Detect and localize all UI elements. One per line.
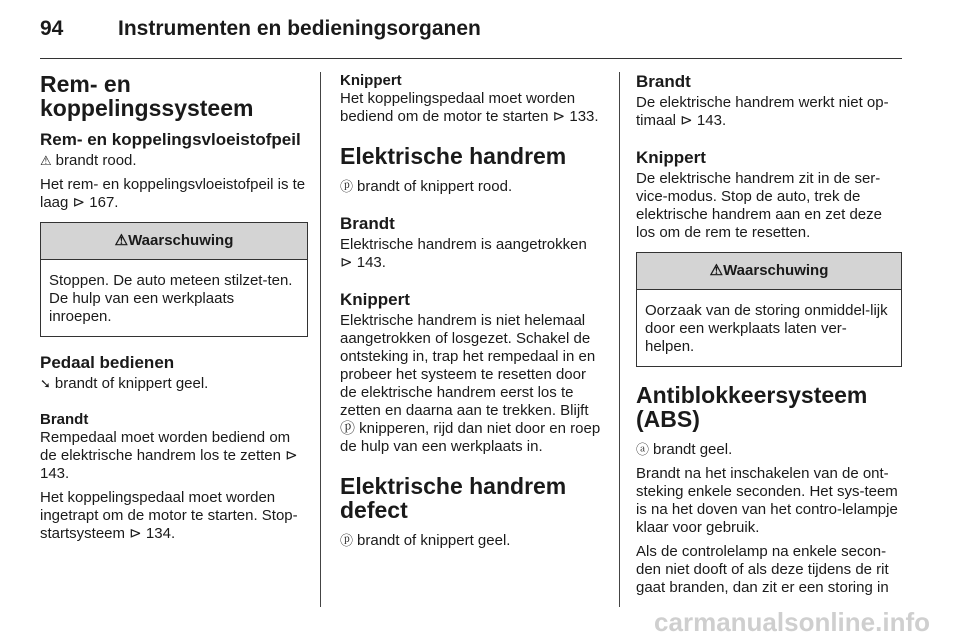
vloeistof-text: Het rem- en koppelingsvloeistofpeil is te laag ⊳ 167. [40, 176, 306, 211]
heading-brandt: Brandt [340, 214, 395, 233]
column-2 [340, 72, 602, 556]
handrem-status: ⓟ brandt of knippert rood. [340, 178, 513, 195]
koppeling-text: Het koppelingspedaal moet worden ingetrapt om de motor te starten. Stop-startsysteem ⊳ 134. [40, 489, 298, 542]
brake-warning-icon: ⚠ [40, 153, 52, 168]
warning-text: Stoppen. De auto meteen stilzet-ten. De hulp van een werkplaats inroepen. [49, 272, 293, 325]
warning-box-2 [636, 252, 902, 367]
knippert-text: Elektrische handrem is niet helemaal aangetrokken of losgezet. Schakel de ontsteking in, trap het rempedaal in en probeer het systeem te resetten door de elektrische handrem eerst los te zetten en daarna aan te trekken. Blijft ⓟ knipperen, rijd dan niet door en roep de hulp van een werkplaats in. [340, 312, 601, 455]
defect-status: ⓟ brandt of knippert geel. [340, 532, 511, 549]
heading-brandt: Brandt [636, 72, 691, 91]
pedal-icon: ➘ [40, 376, 51, 391]
column-3 [636, 72, 902, 603]
parking-brake-icon: ⓟ [340, 179, 354, 194]
heading-knippert: Knippert [636, 148, 706, 167]
warning-header: ⚠Waarschuwing [41, 223, 307, 260]
knippert-text: Het koppelingspedaal moet worden bediend om de motor te starten ⊳ 133. [340, 90, 599, 125]
heading-pedaal: Pedaal bedienen [40, 353, 175, 372]
heading-vloeistofpeil: Rem- en koppelingsvloeistofpeil [40, 130, 301, 149]
abs-icon: ⓐ [636, 442, 650, 457]
brandt-text: Elektrische handrem is aangetrokken ⊳ 143. [340, 236, 587, 271]
pedaal-status: ➘ brandt of knippert geel. [40, 375, 209, 392]
column-divider-2 [619, 72, 620, 607]
abs-text-2: Als de controlelamp na enkele secon-den niet dooft of als deze tijdens de rit gaat branden, dan zit er een storing in [636, 543, 889, 596]
warning-text: Oorzaak van de storing onmiddel-lijk door een werkplaats laten ver-helpen. [645, 302, 888, 355]
column-divider-1 [320, 72, 321, 607]
page-title: Instrumenten en bedieningsorganen [118, 17, 481, 40]
warning-triangle-icon: ⚠ [114, 232, 129, 249]
heading-knippert: Knippert [340, 290, 410, 309]
vloeistof-status: ⚠ brandt rood. [40, 152, 137, 169]
abs-status: ⓐ brandt geel. [636, 441, 733, 458]
column-1 [40, 72, 308, 549]
heading-abs: Antiblokkeersysteem (ABS) [636, 382, 868, 432]
header-divider [40, 58, 902, 59]
watermark: carmanualsonline.info [654, 607, 930, 637]
knippert-text: De elektrische handrem zit in de ser-vice-modus. Stop de auto, trek de elektrische handrem aan en zet deze los om de rem te resetten. [636, 170, 882, 241]
warning-triangle-icon: ⚠ [709, 262, 724, 279]
brandt-text: De elektrische handrem werkt niet op-timaal ⊳ 143. [636, 94, 889, 129]
heading-elektrische-handrem: Elektrische handrem [340, 143, 567, 169]
page-header [40, 14, 920, 50]
page-number: 94 [40, 17, 64, 40]
heading-knippert: Knippert [340, 72, 402, 89]
parking-brake-fault-icon: ⓟ [340, 533, 354, 548]
heading-brandt: Brandt [40, 411, 89, 428]
warning-box-1 [40, 222, 308, 337]
heading-handrem-defect: Elektrische handrem defect [340, 473, 567, 523]
abs-text-1: Brandt na het inschakelen van de ont-steking enkele seconden. Het sys-teem is na het doven van het contro-lelampje klaar voor gebruik. [636, 465, 898, 536]
heading-rem-koppeling: Rem- en koppelingssysteem [40, 71, 254, 121]
brandt-text: Rempedaal moet worden bediend om de elektrische handrem los te zetten ⊳ 143. [40, 429, 298, 482]
warning-header: ⚠Waarschuwing [637, 253, 901, 290]
